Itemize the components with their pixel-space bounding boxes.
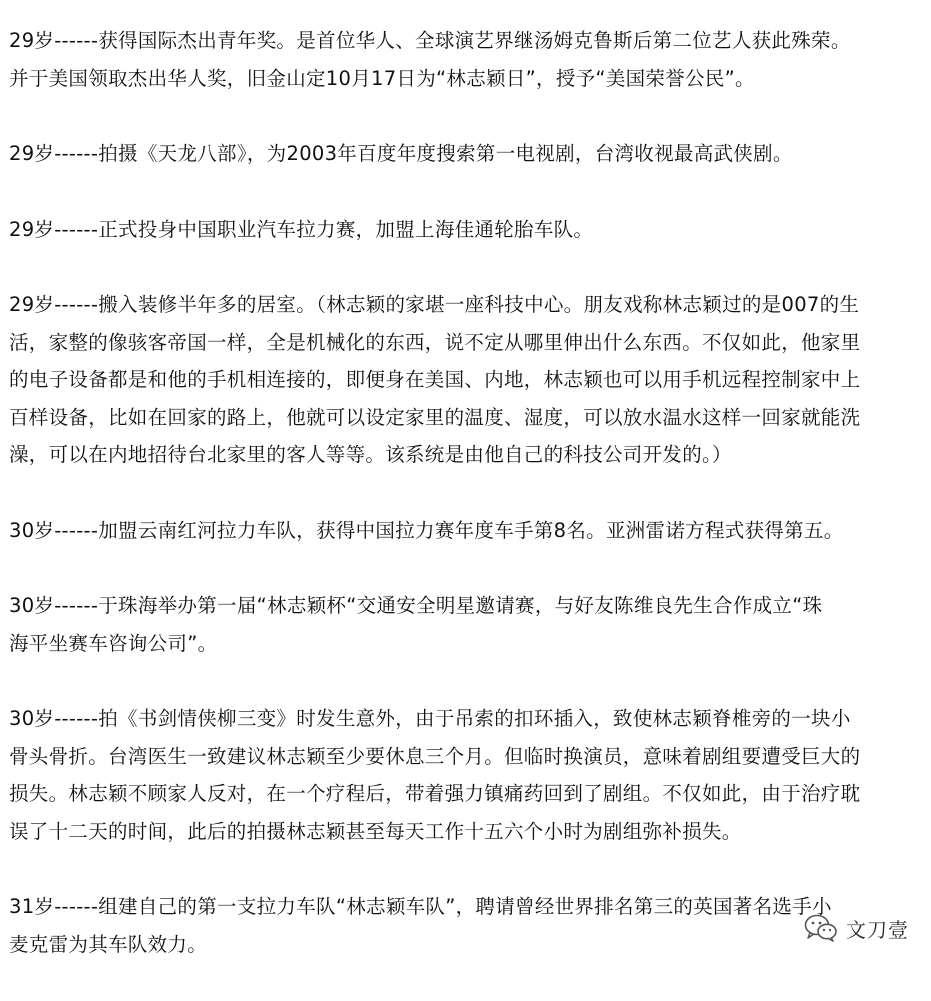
timeline-entry xyxy=(9,700,925,850)
timeline-entry xyxy=(9,211,925,249)
entry-line: 骨头骨折。台湾医生一致建议林志颖至少要休息三个月。但临时换演员，意味着剧组要遭受巨大的 xyxy=(9,744,861,768)
entry-line: 30岁------于珠海举办第一届“林志颖杯“交通安全明星邀请赛，与好友陈维良先生合作成立“珠 xyxy=(9,594,823,617)
entry-line: 30岁------加盟云南红河拉力车队，获得中国拉力赛年度车手第8名。亚洲雷诺方程式获得第五。 xyxy=(9,518,844,542)
entry-line: 30岁------拍《书剑情侠柳三变》时发生意外，由于吊索的扣环插入，致使林志颖脊椎旁的一块小 xyxy=(9,707,851,730)
entry-line: 并于美国领取杰出华人奖，旧金山定10月17日为“林志颖日”，授予“美国荣誉公民”。 xyxy=(9,66,755,90)
timeline-entry xyxy=(9,587,925,662)
entry-line: 百样设备，比如在回家的路上，他就可以设定家里的温度、湿度，可以放水温水这样一回家就能洗 xyxy=(9,405,861,429)
entry-line: 麦克雷为其车队效力。 xyxy=(9,932,208,956)
entry-line: 29岁------获得国际杰出青年奖。是首位华人、全球演艺界继汤姆克鲁斯后第二位艺人获此殊荣。 xyxy=(9,29,851,52)
timeline-entry xyxy=(9,22,925,97)
document-body xyxy=(9,22,925,1001)
watermark xyxy=(804,911,909,945)
wechat-icon xyxy=(804,914,838,942)
entry-line: 损失。林志颖不顾家人反对，在一个疗程后，带着强力镇痛药回到了剧组。不仅如此，由于治疗耽 xyxy=(9,782,861,805)
timeline-entry xyxy=(9,286,925,474)
timeline-entry xyxy=(9,512,925,550)
entry-line: 海平坐赛车咨询公司”。 xyxy=(9,631,218,655)
timeline-entry xyxy=(9,135,925,173)
timeline-entry xyxy=(9,888,925,963)
entry-line: 活，家整的像骇客帝国一样，全是机械化的东西，说不定从哪里伸出什么东西。不仅如此，他家里 xyxy=(9,330,861,354)
entry-line: 29岁------正式投身中国职业汽车拉力赛，加盟上海佳通轮胎车队。 xyxy=(9,217,594,241)
entry-line: 误了十二天的时间，此后的拍摄林志颖甚至每天工作十五六个小时为剧组弥补损失。 xyxy=(9,819,742,843)
entry-line: 的电子设备都是和他的手机相连接的，即便身在美国、内地，林志颖也可以用手机远程控制家中上 xyxy=(9,368,861,391)
entry-line: 29岁------搬入装修半年多的居室。（林志颖的家堪一座科技中心。朋友戏称林志颖过的是007的生 xyxy=(9,293,860,316)
watermark-text: 文刀壹 xyxy=(846,917,909,942)
entry-line: 31岁------组建自己的第一支拉力车队“林志颖车队”，聘请曾经世界排名第三的英国著名选手小 xyxy=(9,895,832,918)
entry-line: 澡，可以在内地招待台北家里的客人等等。该系统是由他自己的科技公司开发的。） xyxy=(9,443,732,466)
entry-line: 29岁------拍摄《天龙八部》，为2003年百度年度搜索第一电视剧，台湾收视最高武侠剧。 xyxy=(9,142,793,165)
